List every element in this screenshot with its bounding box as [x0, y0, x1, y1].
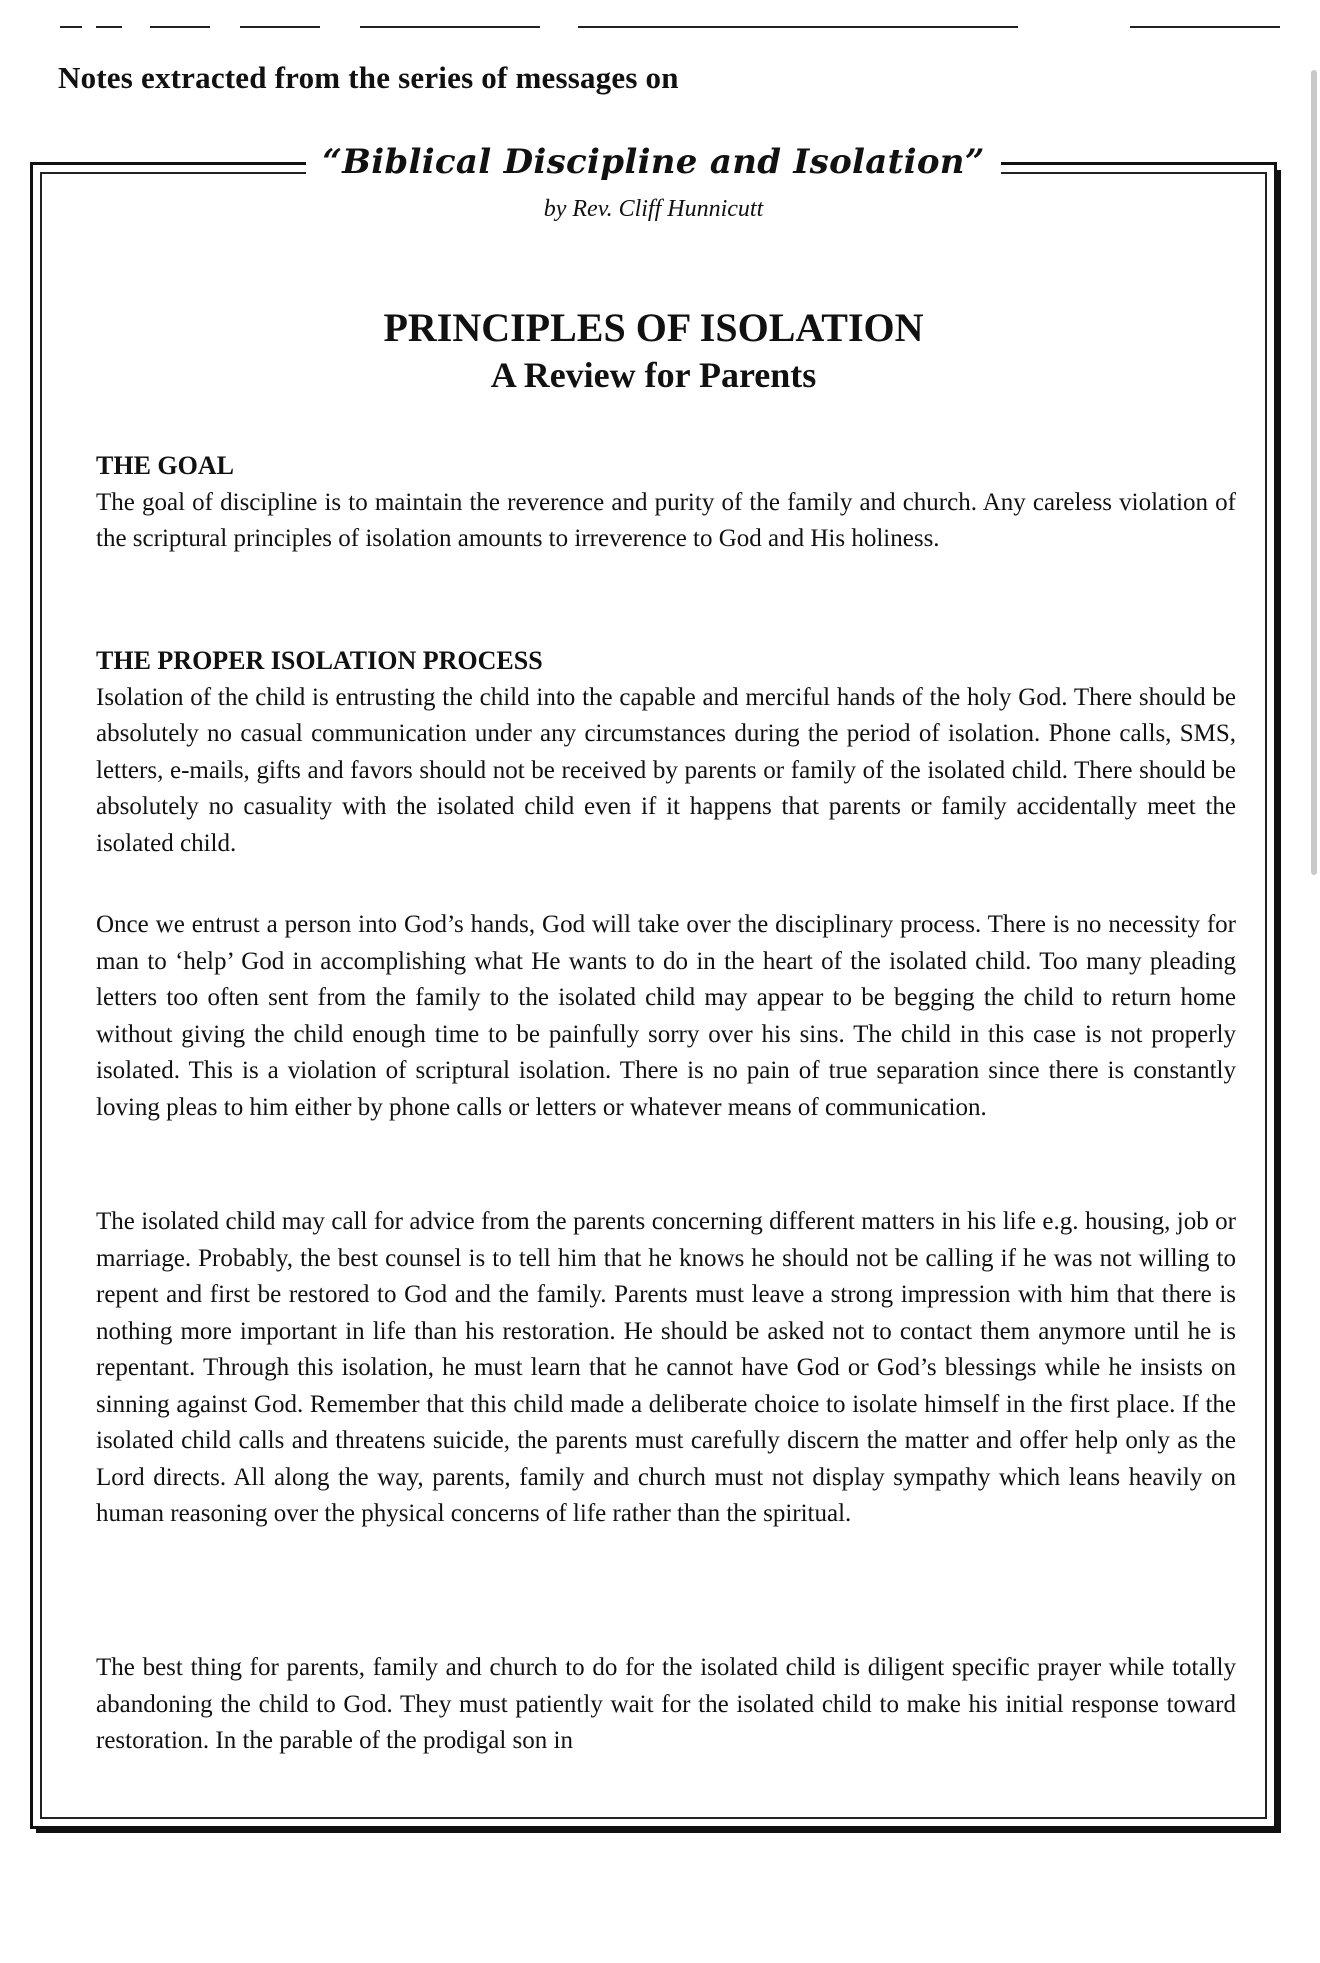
section-title-process: THE PROPER ISOLATION PROCESS — [96, 646, 543, 675]
section-process — [96, 643, 1236, 862]
section-goal — [96, 448, 1236, 558]
series-title-row — [40, 140, 1267, 184]
scrollbar[interactable] — [1311, 70, 1317, 875]
series-title: “Biblical Discipline and Isolation” — [306, 142, 1000, 182]
top-rule-segment — [360, 26, 540, 28]
top-rule-segment — [578, 26, 1018, 28]
frame-shadow-bottom — [36, 1829, 1281, 1833]
page-subtitle: A Review for Parents — [490, 355, 817, 395]
paragraph-prayer: The best thing for parents, family and church to do for the isolated child is diligent specific prayer while totally abandoning the child to God. They must patiently wait for the isolated child to make his initial response toward restoration. In the parable of the prodigal son in — [96, 1654, 1236, 1754]
page-title: PRINCIPLES OF ISOLATION — [383, 305, 924, 350]
top-rule-segment — [60, 26, 82, 28]
top-rule-segment — [96, 26, 122, 28]
notes-intro: Notes extracted from the series of messages on — [58, 60, 679, 95]
section-title-goal: THE GOAL — [96, 451, 234, 480]
section-text-goal: The goal of discipline is to maintain the reverence and purity of the family and church. Any careless violation of the scriptural principles of isolation amounts to irreverence to God and His holiness. — [96, 488, 1236, 552]
top-rule-segment — [150, 26, 210, 28]
author-byline: by Rev. Cliff Hunnicutt — [543, 196, 764, 222]
paragraph-entrust: Once we entrust a person into God’s hands, God will take over the disciplinary process. There is no necessity for man to ‘help’ God in accomplishing what He wants to do in the heart of the isolated child. Too many pleading letters too often sent from the family to the isolated child may appear to be begging the child to return home without giving the child enough time to be painfully sorry over his sins. The child in this case is not properly isolated. This is a violation of scriptural isolation. There is no pain of true separation since there is constantly loving pleas to him either by phone calls or letters or whatever means of communication. — [96, 911, 1236, 1121]
paragraph-advice: The isolated child may call for advice from the parents concerning different matters in his life e.g. housing, job or marriage. Probably, the best counsel is to tell him that he knows he should not be calling if he was not willing to repent and first be restored to God and the family. Parents must leave a strong impression with him that there is nothing more important in life than his restoration. He should be asked not to contact them anymore until he is repentant. Through this isolation, he must learn that he cannot have God or God’s blessings while he insists on sinning against God. Remember that this child made a deliberate choice to isolate himself in the first place. If the isolated child calls and threatens suicide, the parents must carefully discern the matter and offer help only as the Lord directs. All along the way, parents, family and church must not display sympathy which leans heavily on human reasoning over the physical concerns of life rather than the spiritual. — [96, 1208, 1236, 1527]
top-rule-segment — [240, 26, 320, 28]
top-rule-segment — [1130, 26, 1280, 28]
section-text-process: Isolation of the child is entrusting the child into the capable and merciful hands of the holy God. There should be absolutely no casual communication under any circumstances during the period of isolation. Phone calls, SMS, letters, e-mails, gifts and favors should not be received by parents or family of the isolated child. There should be absolutely no casuality with the isolated child even if it happens that parents or family accidentally meet the isolated child. — [96, 683, 1236, 857]
frame-shadow-right — [1277, 170, 1281, 1832]
